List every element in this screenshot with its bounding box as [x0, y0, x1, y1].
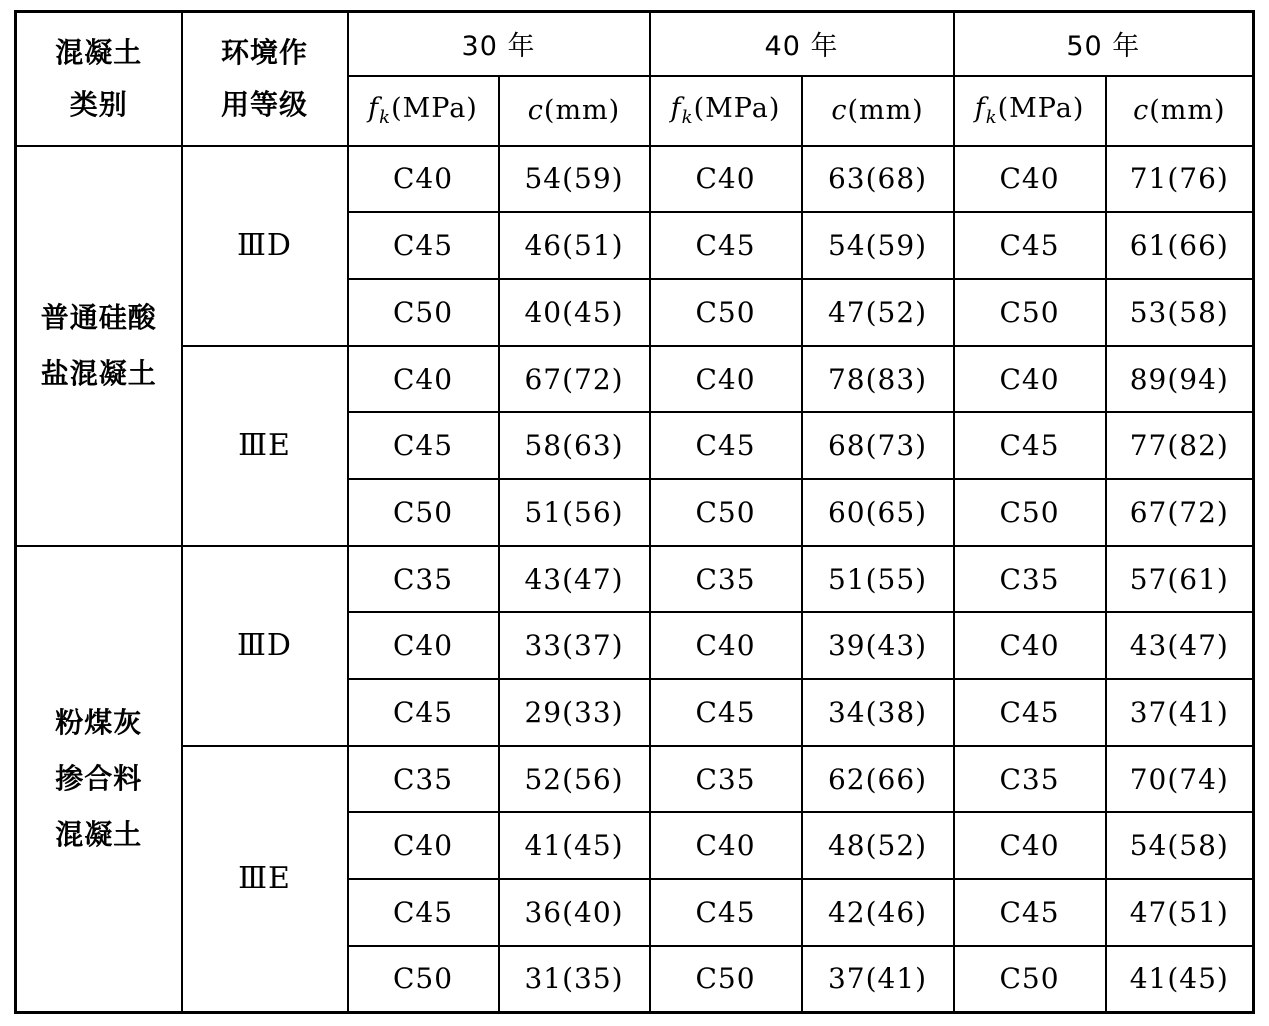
category-cell: 粉煤灰 掺合料 混凝土: [16, 546, 182, 1013]
strength-grade-cell: C50: [348, 279, 499, 346]
cover-thickness-cell: 70(74): [1106, 746, 1254, 813]
cover-thickness-cell: 43(47): [499, 546, 650, 613]
header-fk-mpa: $f_k(MPa)$: [650, 76, 802, 146]
cover-thickness-cell: 57(61): [1106, 546, 1254, 613]
table-row: [16, 346, 1254, 413]
category-cell: 普通硅酸 盐混凝土: [16, 146, 182, 546]
strength-grade-cell: C40: [954, 812, 1106, 879]
strength-grade-cell: C35: [348, 546, 499, 613]
header-year-30: 30 年: [348, 12, 650, 76]
strength-grade-cell: C50: [650, 946, 802, 1013]
strength-grade-cell: C50: [954, 279, 1106, 346]
cover-thickness-cell: 47(52): [802, 279, 954, 346]
strength-grade-cell: C45: [650, 212, 802, 279]
cover-thickness-cell: 60(65): [802, 479, 954, 546]
cover-thickness-cell: 36(40): [499, 879, 650, 946]
strength-grade-cell: C45: [348, 879, 499, 946]
table-row: [16, 146, 1254, 213]
header-year-40: 40 年: [650, 12, 954, 76]
strength-grade-cell: C35: [954, 746, 1106, 813]
strength-grade-cell: C45: [650, 879, 802, 946]
strength-grade-cell: C50: [954, 479, 1106, 546]
cover-thickness-cell: 42(46): [802, 879, 954, 946]
strength-grade-cell: C40: [348, 346, 499, 413]
strength-grade-cell: C35: [650, 546, 802, 613]
strength-grade-cell: C45: [650, 412, 802, 479]
cover-thickness-cell: 51(55): [802, 546, 954, 613]
cover-thickness-cell: 31(35): [499, 946, 650, 1013]
strength-grade-cell: C45: [954, 412, 1106, 479]
strength-grade-cell: C45: [954, 679, 1106, 746]
cover-thickness-cell: 34(38): [802, 679, 954, 746]
header-category: 混凝土 类别: [16, 12, 182, 146]
cover-thickness-cell: 62(66): [802, 746, 954, 813]
strength-grade-cell: C40: [348, 812, 499, 879]
cover-thickness-cell: 78(83): [802, 346, 954, 413]
env-level-cell: ⅢD: [182, 546, 348, 746]
strength-grade-cell: C35: [348, 746, 499, 813]
strength-grade-cell: C40: [650, 612, 802, 679]
cover-thickness-cell: 54(59): [802, 212, 954, 279]
cover-thickness-cell: 37(41): [802, 946, 954, 1013]
strength-grade-cell: C40: [348, 612, 499, 679]
strength-grade-cell: C50: [348, 946, 499, 1013]
cover-thickness-cell: 29(33): [499, 679, 650, 746]
table-row: [16, 546, 1254, 613]
header-row-years: [16, 12, 1254, 76]
cover-thickness-cell: 51(56): [499, 479, 650, 546]
cover-thickness-cell: 37(41): [1106, 679, 1254, 746]
strength-grade-cell: C45: [348, 679, 499, 746]
strength-grade-cell: C35: [650, 746, 802, 813]
cover-thickness-cell: 39(43): [802, 612, 954, 679]
cover-thickness-cell: 54(59): [499, 146, 650, 213]
cover-thickness-cell: 58(63): [499, 412, 650, 479]
cover-thickness-cell: 46(51): [499, 212, 650, 279]
cover-thickness-table: [14, 10, 1255, 1014]
header-c-mm: c(mm): [1106, 76, 1254, 146]
env-level-cell: ⅢD: [182, 146, 348, 346]
cover-thickness-cell: 41(45): [1106, 946, 1254, 1013]
cover-thickness-cell: 43(47): [1106, 612, 1254, 679]
cover-thickness-cell: 67(72): [499, 346, 650, 413]
cover-thickness-cell: 48(52): [802, 812, 954, 879]
cover-thickness-cell: 61(66): [1106, 212, 1254, 279]
strength-grade-cell: C35: [954, 546, 1106, 613]
cover-thickness-cell: 47(51): [1106, 879, 1254, 946]
strength-grade-cell: C50: [650, 279, 802, 346]
cover-thickness-cell: 71(76): [1106, 146, 1254, 213]
strength-grade-cell: C40: [650, 346, 802, 413]
header-fk-mpa: $f_k(MPa)$: [954, 76, 1106, 146]
cover-thickness-cell: 89(94): [1106, 346, 1254, 413]
cover-thickness-cell: 68(73): [802, 412, 954, 479]
env-level-cell: ⅢE: [182, 746, 348, 1013]
cover-thickness-cell: 77(82): [1106, 412, 1254, 479]
header-env-level: 环境作 用等级: [182, 12, 348, 146]
cover-thickness-cell: 63(68): [802, 146, 954, 213]
strength-grade-cell: C45: [348, 412, 499, 479]
header-fk-mpa: $f_k(MPa)$: [348, 76, 499, 146]
cover-thickness-cell: 33(37): [499, 612, 650, 679]
cover-thickness-cell: 41(45): [499, 812, 650, 879]
strength-grade-cell: C40: [954, 346, 1106, 413]
cover-thickness-cell: 67(72): [1106, 479, 1254, 546]
strength-grade-cell: C45: [348, 212, 499, 279]
cover-thickness-cell: 53(58): [1106, 279, 1254, 346]
strength-grade-cell: C50: [954, 946, 1106, 1013]
header-c-mm: c(mm): [499, 76, 650, 146]
strength-grade-cell: C45: [954, 212, 1106, 279]
strength-grade-cell: C45: [954, 879, 1106, 946]
strength-grade-cell: C40: [954, 146, 1106, 213]
cover-thickness-cell: 52(56): [499, 746, 650, 813]
strength-grade-cell: C50: [348, 479, 499, 546]
header-c-mm: c(mm): [802, 76, 954, 146]
strength-grade-cell: C40: [954, 612, 1106, 679]
cover-thickness-cell: 54(58): [1106, 812, 1254, 879]
env-level-cell: ⅢE: [182, 346, 348, 546]
strength-grade-cell: C50: [650, 479, 802, 546]
cover-thickness-cell: 40(45): [499, 279, 650, 346]
strength-grade-cell: C40: [348, 146, 499, 213]
strength-grade-cell: C40: [650, 146, 802, 213]
strength-grade-cell: C45: [650, 679, 802, 746]
strength-grade-cell: C40: [650, 812, 802, 879]
header-year-50: 50 年: [954, 12, 1254, 76]
table-row: [16, 746, 1254, 813]
